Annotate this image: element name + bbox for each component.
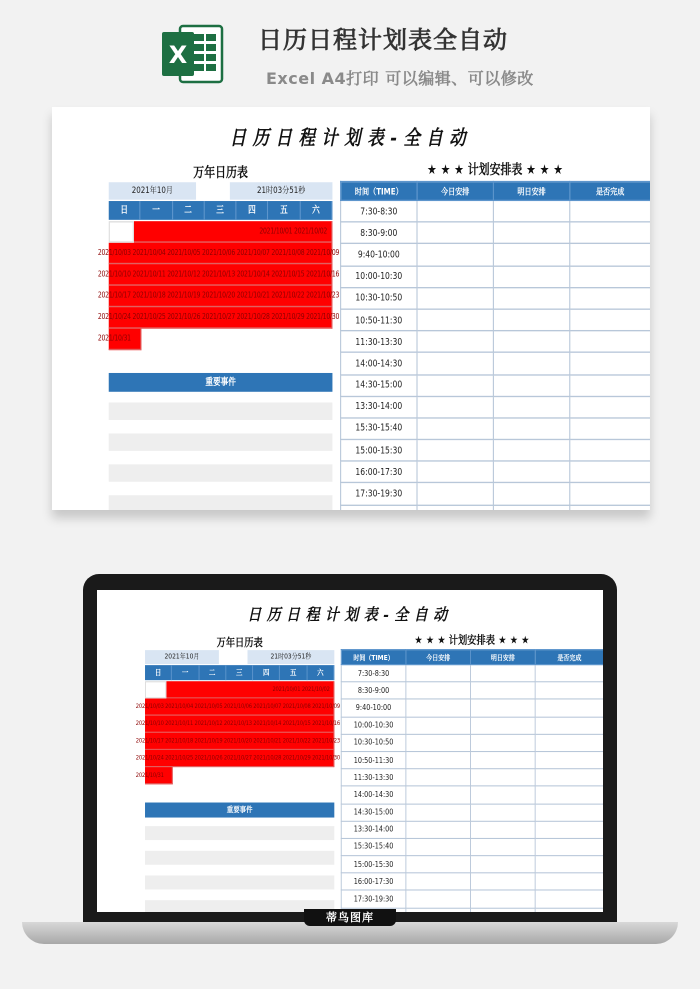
time-cell[interactable]: 8:30-9:00: [341, 682, 406, 699]
cell[interactable]: [570, 374, 650, 396]
time-cell[interactable]: 7:30-8:30: [341, 200, 417, 222]
calendar-clock: 21时03分51秒: [248, 650, 335, 664]
table-row: [341, 734, 603, 751]
cell[interactable]: [471, 804, 536, 821]
weekday-tue: 二: [199, 665, 226, 680]
cell[interactable]: [535, 682, 603, 699]
time-cell[interactable]: 15:00-15:30: [341, 440, 417, 462]
cell[interactable]: [471, 856, 536, 873]
planner-sheet: [52, 107, 650, 510]
time-cell[interactable]: 11:30-13:30: [341, 331, 417, 353]
weekday-mon: 一: [172, 665, 199, 680]
cell[interactable]: [535, 804, 603, 821]
schedule-header-row: [341, 182, 650, 201]
calendar-dates[interactable]: 2021/10/17 2021/10/18 2021/10/19 2021/10/20 2021/10/21 2021/10/22 2021/10/23: [97, 292, 340, 301]
calendar-grid: [135, 681, 340, 784]
cell[interactable]: [493, 266, 569, 288]
cell[interactable]: [417, 418, 493, 440]
calendar-grid: [97, 221, 340, 350]
table-row: [341, 769, 603, 786]
calendar-dates[interactable]: 2021/10/01 2021/10/02: [272, 686, 330, 694]
cell[interactable]: [417, 222, 493, 244]
calendar-dates[interactable]: 2021/10/31: [135, 772, 164, 779]
schedule-header-row: [341, 650, 603, 665]
schedule-title: ★ ★ ★ 计划安排表 ★ ★ ★: [426, 163, 564, 179]
calendar-header: [145, 650, 334, 664]
time-cell[interactable]: 13:30-14:00: [341, 396, 417, 418]
col-today: 今日安排: [417, 182, 493, 201]
cell[interactable]: [471, 873, 536, 890]
cell[interactable]: [493, 440, 569, 462]
weekday-wed: 三: [226, 665, 253, 680]
schedule-table: [341, 649, 603, 912]
calendar-header: [109, 182, 333, 199]
table-row: [341, 440, 650, 462]
table-row: [341, 287, 650, 309]
cell[interactable]: [535, 908, 603, 912]
events-header: 重要事件: [145, 803, 334, 818]
cell[interactable]: [535, 786, 603, 803]
calendar-dates[interactable]: 2021/10/31: [97, 335, 131, 344]
laptop-screen: [97, 590, 603, 912]
table-row: [341, 682, 603, 699]
table-row: [341, 374, 650, 396]
time-cell[interactable]: 10:00-10:30: [341, 717, 406, 734]
time-cell[interactable]: 14:30-15:00: [341, 804, 406, 821]
cell[interactable]: [570, 418, 650, 440]
calendar-empty-cell: [109, 221, 134, 242]
cell[interactable]: [417, 374, 493, 396]
cell[interactable]: [535, 751, 603, 768]
events-header: 重要事件: [109, 373, 333, 392]
cell[interactable]: [417, 440, 493, 462]
cell[interactable]: [493, 461, 569, 483]
table-row: [341, 838, 603, 855]
cell[interactable]: [535, 856, 603, 873]
cell[interactable]: [417, 505, 493, 510]
cell[interactable]: [535, 734, 603, 751]
cell[interactable]: [406, 804, 471, 821]
cell[interactable]: [471, 786, 536, 803]
sheet-preview-large: [52, 107, 650, 510]
cell[interactable]: [570, 483, 650, 505]
time-cell[interactable]: 8:30-9:00: [341, 222, 417, 244]
page-header: [0, 0, 700, 100]
cell[interactable]: [570, 222, 650, 244]
time-cell[interactable]: [341, 505, 417, 510]
cell[interactable]: [406, 890, 471, 907]
cell[interactable]: [493, 505, 569, 510]
calendar-weekdays: [109, 201, 333, 220]
calendar-dates[interactable]: 2021/10/10 2021/10/11 2021/10/12 2021/10/13 2021/10/14 2021/10/15 2021/10/16: [135, 720, 340, 728]
table-row: [341, 751, 603, 768]
sheet-title: 日历日程计划表-全自动: [247, 605, 453, 625]
table-row: [341, 309, 650, 331]
cell[interactable]: [417, 244, 493, 266]
time-cell[interactable]: 11:30-13:30: [341, 769, 406, 786]
cell[interactable]: [535, 821, 603, 838]
calendar-clock: 21时03分51秒: [230, 182, 333, 199]
time-cell[interactable]: 17:30-19:30: [341, 890, 406, 907]
cell[interactable]: [406, 717, 471, 734]
cell[interactable]: [570, 331, 650, 353]
calendar-dates[interactable]: 2021/10/01 2021/10/02: [259, 227, 328, 236]
time-cell[interactable]: 15:30-15:40: [341, 838, 406, 855]
cell[interactable]: [471, 890, 536, 907]
cell[interactable]: [471, 665, 536, 682]
schedule-table: [340, 181, 650, 510]
calendar-month: 2021年10月: [145, 650, 219, 664]
weekday-sun: 日: [145, 665, 172, 680]
cell[interactable]: [471, 734, 536, 751]
time-cell[interactable]: 9:40-10:00: [341, 244, 417, 266]
weekday-wed: 三: [205, 201, 237, 220]
cell[interactable]: [406, 856, 471, 873]
cell[interactable]: [570, 244, 650, 266]
cell[interactable]: [535, 873, 603, 890]
calendar-dates[interactable]: 2021/10/10 2021/10/11 2021/10/12 2021/10/13 2021/10/14 2021/10/15 2021/10/16: [97, 270, 340, 279]
cell[interactable]: [471, 751, 536, 768]
table-row: [341, 665, 603, 682]
time-cell[interactable]: 14:00-14:30: [341, 353, 417, 375]
cell[interactable]: [471, 682, 536, 699]
cell[interactable]: [406, 734, 471, 751]
cell[interactable]: [493, 200, 569, 222]
calendar-title: 万年日历表: [216, 637, 263, 650]
time-cell[interactable]: 14:00-14:30: [341, 786, 406, 803]
cell[interactable]: [570, 200, 650, 222]
cell[interactable]: [417, 483, 493, 505]
calendar-dates[interactable]: 2021/10/03 2021/10/04 2021/10/05 2021/10/06 2021/10/07 2021/10/08 2021/10/09: [135, 703, 340, 711]
cell[interactable]: [417, 331, 493, 353]
cell[interactable]: [493, 222, 569, 244]
cell[interactable]: [493, 353, 569, 375]
laptop-notch: [304, 909, 396, 926]
cell[interactable]: [471, 838, 536, 855]
table-row: [341, 222, 650, 244]
table-row: [341, 873, 603, 890]
brand-label: 蒂鸟图库: [326, 911, 374, 924]
event-row[interactable]: [145, 851, 334, 865]
cell[interactable]: [406, 769, 471, 786]
event-row[interactable]: [109, 403, 333, 420]
cell[interactable]: [493, 309, 569, 331]
schedule-title: ★ ★ ★ 计划安排表 ★ ★ ★: [414, 635, 530, 647]
table-row: [341, 804, 603, 821]
cell[interactable]: [417, 461, 493, 483]
weekday-fri: 五: [280, 665, 307, 680]
col-tomorrow: 明日安排: [471, 650, 536, 665]
col-done: 是否完成: [570, 182, 650, 201]
cell[interactable]: [471, 699, 536, 716]
cell[interactable]: [471, 717, 536, 734]
time-cell[interactable]: 15:30-15:40: [341, 418, 417, 440]
cell[interactable]: [406, 699, 471, 716]
cell[interactable]: [570, 309, 650, 331]
cell[interactable]: [570, 396, 650, 418]
cell[interactable]: [471, 821, 536, 838]
table-row: [341, 786, 603, 803]
cell[interactable]: [493, 396, 569, 418]
page-subtitle: Excel A4打印 可以编辑、可以修改: [266, 69, 534, 88]
cell[interactable]: [417, 200, 493, 222]
weekday-mon: 一: [141, 201, 173, 220]
cell[interactable]: [406, 665, 471, 682]
weekday-thu: 四: [237, 201, 269, 220]
cell[interactable]: [471, 769, 536, 786]
calendar-weekdays: [145, 665, 334, 680]
calendar-dates[interactable]: 2021/10/24 2021/10/25 2021/10/26 2021/10/27 2021/10/28 2021/10/29 2021/10/30: [97, 313, 340, 322]
col-time: 时间（TIME）: [341, 182, 417, 201]
cell[interactable]: [535, 665, 603, 682]
table-row: [341, 461, 650, 483]
cell[interactable]: [406, 908, 471, 912]
cell[interactable]: [493, 287, 569, 309]
cell[interactable]: [406, 682, 471, 699]
time-cell[interactable]: 10:50-11:30: [341, 309, 417, 331]
cell[interactable]: [535, 838, 603, 855]
cell[interactable]: [406, 751, 471, 768]
time-cell[interactable]: 10:30-10:50: [341, 287, 417, 309]
cell[interactable]: [570, 505, 650, 510]
time-cell[interactable]: 9:40-10:00: [341, 699, 406, 716]
sheet-title: 日历日程计划表-全自动: [229, 125, 473, 150]
planner-sheet-mini: [97, 590, 603, 912]
col-done: 是否完成: [535, 650, 603, 665]
cell[interactable]: [570, 461, 650, 483]
cell[interactable]: [493, 331, 569, 353]
cell[interactable]: [417, 353, 493, 375]
table-row: [341, 890, 603, 907]
table-row: [341, 396, 650, 418]
time-cell[interactable]: 14:30-15:00: [341, 374, 417, 396]
cell[interactable]: [535, 890, 603, 907]
weekday-fri: 五: [269, 201, 301, 220]
cell[interactable]: [570, 287, 650, 309]
time-cell[interactable]: 16:00-17:30: [341, 461, 417, 483]
calendar-dates[interactable]: 2021/10/17 2021/10/18 2021/10/19 2021/10/20 2021/10/21 2021/10/22 2021/10/23: [135, 738, 340, 745]
cell[interactable]: [570, 353, 650, 375]
table-row: [341, 331, 650, 353]
event-row[interactable]: [109, 495, 333, 510]
cell[interactable]: [535, 699, 603, 716]
excel-icon: [162, 22, 224, 86]
cell[interactable]: [471, 908, 536, 912]
weekday-tue: 二: [173, 201, 205, 220]
table-row: [341, 266, 650, 288]
event-row[interactable]: [109, 464, 333, 481]
table-row: [341, 717, 603, 734]
col-tomorrow: 明日安排: [493, 182, 569, 201]
table-row: [341, 821, 603, 838]
cell[interactable]: [535, 717, 603, 734]
cell[interactable]: [493, 483, 569, 505]
cell[interactable]: [406, 838, 471, 855]
time-cell[interactable]: 15:00-15:30: [341, 856, 406, 873]
calendar-empty-cell: [145, 681, 166, 698]
weekday-thu: 四: [253, 665, 280, 680]
time-cell[interactable]: 13:30-14:00: [341, 821, 406, 838]
cell[interactable]: [493, 374, 569, 396]
time-cell[interactable]: 16:00-17:30: [341, 873, 406, 890]
cell[interactable]: [570, 266, 650, 288]
event-row[interactable]: [145, 826, 334, 840]
time-cell[interactable]: 17:30-19:30: [341, 483, 417, 505]
cell[interactable]: [493, 418, 569, 440]
cell[interactable]: [417, 266, 493, 288]
time-cell[interactable]: 10:00-10:30: [341, 266, 417, 288]
col-today: 今日安排: [406, 650, 471, 665]
weekday-sat: 六: [300, 201, 332, 220]
weekday-sat: 六: [307, 665, 334, 680]
table-row: [341, 483, 650, 505]
cell[interactable]: [406, 821, 471, 838]
cell[interactable]: [493, 244, 569, 266]
event-row[interactable]: [145, 875, 334, 889]
cell[interactable]: [406, 786, 471, 803]
table-row: [341, 200, 650, 222]
col-time: 时间（TIME）: [341, 650, 406, 665]
event-row[interactable]: [109, 433, 333, 450]
page-title: 日历日程计划表全自动: [258, 26, 508, 54]
table-row: [341, 244, 650, 266]
table-row: [341, 353, 650, 375]
calendar-dates[interactable]: 2021/10/03 2021/10/04 2021/10/05 2021/10/06 2021/10/07 2021/10/08 2021/10/09: [97, 249, 340, 258]
cell[interactable]: [406, 873, 471, 890]
cell[interactable]: [535, 769, 603, 786]
cell[interactable]: [417, 396, 493, 418]
time-cell[interactable]: 10:30-10:50: [341, 734, 406, 751]
weekday-sun: 日: [109, 201, 141, 220]
time-cell[interactable]: 7:30-8:30: [341, 665, 406, 682]
time-cell[interactable]: 10:50-11:30: [341, 751, 406, 768]
calendar-title: 万年日历表: [193, 166, 248, 181]
cell[interactable]: [417, 287, 493, 309]
table-row: [341, 699, 603, 716]
calendar-dates[interactable]: 2021/10/24 2021/10/25 2021/10/26 2021/10/27 2021/10/28 2021/10/29 2021/10/30: [135, 755, 340, 762]
cell[interactable]: [417, 309, 493, 331]
cell[interactable]: [570, 440, 650, 462]
table-row: [341, 856, 603, 873]
svg-text:X: X: [168, 41, 188, 69]
table-row: [341, 418, 650, 440]
table-row: [341, 505, 650, 510]
calendar-month: 2021年10月: [109, 182, 196, 199]
